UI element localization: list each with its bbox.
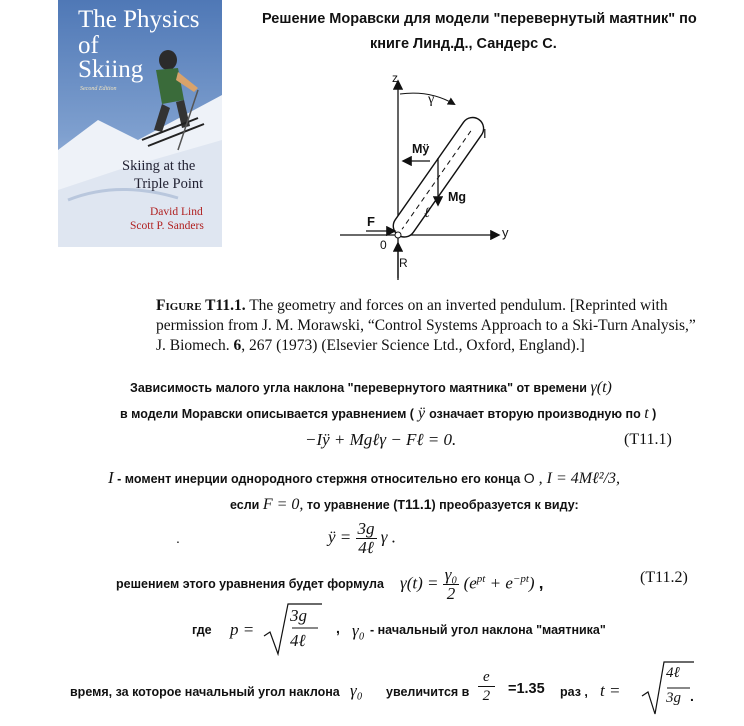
p6b: - начальный угол наклона "маятника" <box>370 623 606 637</box>
p4-math: F = 0, <box>262 496 304 513</box>
p7-t: t = <box>600 681 621 700</box>
equation-t11-2 <box>400 566 544 603</box>
body-line1 <box>130 379 612 397</box>
p2b-text: означает вторую производную по <box>429 407 641 421</box>
p1-text: Зависимость малого угла наклона "перевернутого маятника" от времени <box>130 381 587 395</box>
book-cover <box>58 0 222 247</box>
p6-gamma: γ₀ <box>352 621 365 640</box>
p7-fraction <box>478 668 495 705</box>
body-line5: решением этого уравнения будет формула <box>116 577 384 591</box>
p4-ref: 11.1 <box>405 496 432 512</box>
header-line1: Решение Моравски для модели "перевернутый маятник" по <box>262 11 697 27</box>
p4a-text: если <box>230 498 260 512</box>
eq3-rhs: (e <box>463 573 477 593</box>
eq2-num: 3g <box>357 519 375 538</box>
body-line2 <box>120 405 656 423</box>
book-title-line3: Skiing <box>78 56 144 83</box>
p2-text: в модели Моравски описывается уравнением ( <box>120 407 414 421</box>
label-0: 0 <box>380 238 387 252</box>
equation-t11-1: −Iÿ + Mgℓγ − Fℓ = 0. <box>305 430 457 449</box>
caption-text2: , 267 (1973) (Elsevier Science Ltd., Oxford, England).] <box>241 337 585 354</box>
label-R: R <box>399 256 408 270</box>
p7-gamma: γ₀ <box>350 681 363 700</box>
equation-tag-2: (T11.2) <box>640 569 688 586</box>
p3-math: , I = 4Mℓ²/3, <box>534 470 621 487</box>
label-z: z <box>392 71 398 85</box>
book-edition: Second Edition <box>80 86 117 92</box>
p6a: где <box>192 623 212 637</box>
eq3-den: 2 <box>446 584 456 603</box>
body-line4 <box>230 496 579 514</box>
p2-math: ÿ <box>413 405 430 422</box>
label-y: y <box>502 225 509 240</box>
eq2-den: 4ℓ <box>358 538 374 557</box>
p7b: увеличится в <box>386 685 470 699</box>
book-author1: David Lind <box>150 206 203 218</box>
label-My: Mÿ <box>412 142 430 156</box>
figure-caption <box>156 296 696 356</box>
label-ell: ℓ <box>424 206 430 221</box>
book-title-line2: of <box>78 32 99 59</box>
label-Mg: Mg <box>448 190 467 204</box>
body-line3 <box>108 468 620 488</box>
label-gamma: γ <box>428 92 435 107</box>
eq3-end: ) <box>528 573 535 593</box>
eq3-fraction <box>443 566 460 603</box>
eq2-lhs: ÿ = <box>328 527 352 547</box>
p7-tnum: 4ℓ <box>666 665 680 681</box>
eq3-comma: , <box>538 573 544 593</box>
p7c: раз , <box>560 685 588 699</box>
eq3-sup2: −pt <box>512 572 529 585</box>
p6-p: p = <box>230 620 255 639</box>
p2c-text: ) <box>648 407 657 421</box>
p6-den: 4ℓ <box>290 631 306 650</box>
p3-text: - момент инерции однородного стержня относительно его конца <box>113 472 524 486</box>
p3-o: O <box>523 470 535 486</box>
figure-label: Figure T11.1. <box>156 297 246 314</box>
eq3-mid: + e <box>485 573 513 593</box>
p7-val: =1.35 <box>508 681 545 697</box>
equation-2 <box>328 520 396 557</box>
p6-num: 3g <box>290 606 307 625</box>
book-title-line1: The Physics <box>78 6 200 33</box>
p4b-text: то уравнение (Т <box>306 498 406 512</box>
eq2-rhs: γ . <box>380 527 396 547</box>
p6-comma: , <box>336 620 340 636</box>
p7-tden: 3g <box>666 690 681 706</box>
label-I: I <box>483 126 487 141</box>
eq2-fraction <box>356 520 377 557</box>
header-line2: книге Линд.Д., Сандерс С. <box>370 36 557 52</box>
p7-den: 2 <box>482 688 491 704</box>
p3-I: I <box>108 468 114 487</box>
eq3-lhs: γ(t) = <box>400 573 439 593</box>
caption-text: The geometry and forces on an inverted pendulum. [Reprinted with permission from J. M. Morawski, “Control Systems Approach to a Ski-Turn Analysis,” J. Biomech. <box>156 297 696 354</box>
caption-volume: 6 <box>233 337 242 354</box>
p7a: время, за которое начальный угол наклона <box>70 685 340 699</box>
p7-dot: . <box>690 688 694 704</box>
book-subtitle-line2: Triple Point <box>134 176 204 192</box>
p4c-text: ) преобразуется к виду: <box>431 498 579 512</box>
book-author2: Scott P. Sanders <box>130 220 204 232</box>
p2-t: t <box>644 405 649 422</box>
label-F: F <box>367 214 375 229</box>
book-subtitle-line1: Skiing at the <box>122 158 196 174</box>
gamma-arc <box>400 93 454 104</box>
eq3-num: γ₀ <box>444 565 458 584</box>
p1-math: γ(t) <box>590 379 612 396</box>
p7-num: e <box>478 668 495 687</box>
equation-tag-1: (T11.1) <box>624 431 672 448</box>
eq3-sup1: pt <box>476 572 486 585</box>
stray-dot: . <box>176 530 180 546</box>
